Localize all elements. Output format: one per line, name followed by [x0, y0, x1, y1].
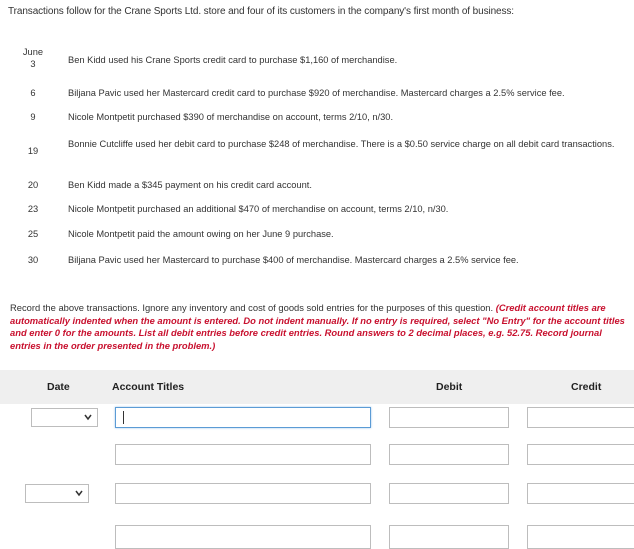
- transaction-description: Bonnie Cutcliffe used her debit card to purchase $248 of merchandise. There is a $0.50 service charge on all debit card transactions.: [68, 139, 615, 149]
- credit-input[interactable]: [527, 483, 634, 504]
- transaction-description: Nicole Montpetit paid the amount owing on her June 9 purchase.: [68, 229, 334, 239]
- debit-input[interactable]: [389, 525, 509, 549]
- chevron-down-icon: [75, 488, 83, 502]
- instructions: [10, 302, 626, 352]
- journal-header-bar: [0, 370, 634, 404]
- transaction-day: 9: [30, 112, 36, 122]
- credit-column-header: Credit: [571, 381, 602, 393]
- account-title-input[interactable]: [115, 525, 371, 549]
- account-title-input[interactable]: [115, 407, 371, 428]
- debit-column-header: Debit: [436, 381, 463, 393]
- account-title-input[interactable]: [115, 444, 371, 465]
- chevron-down-icon: [84, 412, 92, 426]
- transaction-date: [18, 46, 48, 70]
- transaction-day: 25: [27, 229, 39, 239]
- debit-input[interactable]: [389, 483, 509, 504]
- transaction-day: 30: [27, 255, 39, 265]
- transaction-description: Ben Kidd made a $345 payment on his credit card account.: [68, 180, 312, 190]
- debit-input[interactable]: [389, 407, 509, 428]
- transaction-description: Ben Kidd used his Crane Sports credit card to purchase $1,160 of merchandise.: [68, 55, 398, 65]
- intro-text: Transactions follow for the Crane Sports Ltd. store and four of its customers in the company's first month of business:: [8, 6, 514, 17]
- text-caret: [123, 411, 124, 424]
- date-select[interactable]: [25, 484, 89, 503]
- debit-input[interactable]: [389, 444, 509, 465]
- transaction-day: 6: [30, 88, 36, 98]
- instructions-text: Record the above transactions. Ignore any inventory and cost of goods sold entries for the purposes of this question.: [10, 302, 496, 313]
- credit-input[interactable]: [527, 444, 634, 465]
- credit-input[interactable]: [527, 407, 634, 428]
- transaction-description: Nicole Montpetit purchased $390 of merchandise on account, terms 2/10, n/30.: [68, 112, 394, 122]
- account-column-header: Account Titles: [112, 381, 185, 393]
- transaction-day: 19: [27, 146, 39, 156]
- transaction-description: Biljana Pavic used her Mastercard credit card to purchase $920 of merchandise. Mastercard charges a 2.5% service fee.: [68, 88, 565, 98]
- transaction-day: 23: [27, 204, 39, 214]
- credit-input[interactable]: [527, 525, 634, 549]
- date-column-header: Date: [47, 381, 70, 393]
- transaction-day: 3: [30, 59, 36, 69]
- account-title-input[interactable]: [115, 483, 371, 504]
- transaction-description: Nicole Montpetit purchased an additional $470 of merchandise on account, terms 2/10, n/30.: [68, 204, 449, 214]
- instructions-note: (Credit account titles are automatically indented when the amount is entered. Do not indent manually. If no entry is required, select "No Entry" for the account titles and enter 0 for the amounts. List all debit entries before credit entries. Round answers to 2 decimal places, e.g. 52.75. Record journal entries in the order presented in the problem.): [10, 302, 625, 351]
- transaction-day: 20: [27, 180, 39, 190]
- transaction-description: Biljana Pavic used her Mastercard to purchase $400 of merchandise. Mastercard charges a 2.5% service fee.: [68, 255, 519, 265]
- date-select[interactable]: [31, 408, 98, 427]
- transaction-month: June: [22, 47, 44, 57]
